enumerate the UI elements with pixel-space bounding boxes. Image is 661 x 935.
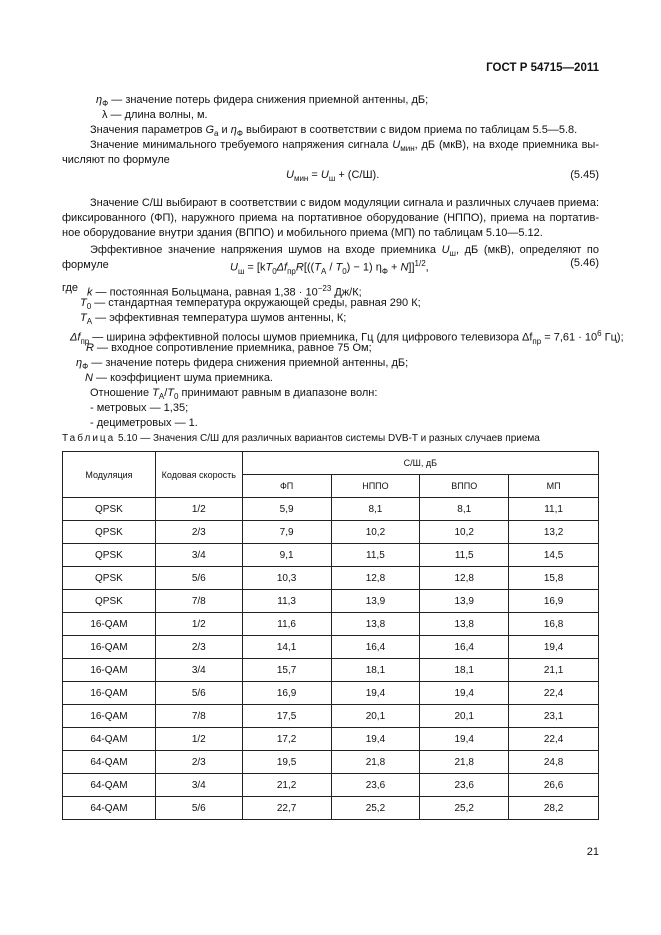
table-cell: 13,9 — [420, 590, 509, 613]
table-cell: 11,6 — [242, 613, 331, 636]
table-cell: 20,1 — [420, 705, 509, 728]
table-cell: 1/2 — [155, 613, 242, 636]
table-cell: 64-QAM — [63, 774, 156, 797]
decimetric-line: - дециметровых — 1. — [90, 417, 198, 429]
def-n: N — коэффициент шума приемника. — [85, 372, 273, 384]
formula-5-45-number: (5.45) — [570, 169, 599, 181]
table-cell: 23,6 — [420, 774, 509, 797]
table-cell: 7/8 — [155, 705, 242, 728]
table-cell: 16-QAM — [63, 659, 156, 682]
metric-line: - метровых — 1,35; — [90, 402, 189, 414]
table-cell: 64-QAM — [63, 797, 156, 820]
table-cell: 11,5 — [420, 544, 509, 567]
table-cell: 21,8 — [420, 751, 509, 774]
table-row — [63, 567, 599, 590]
table-row — [63, 705, 599, 728]
table-cell: 5/6 — [155, 567, 242, 590]
subcol-nppo: НППО — [331, 475, 420, 498]
table-cell: 64-QAM — [63, 751, 156, 774]
table-cell: 26,6 — [509, 774, 599, 797]
table-row — [63, 590, 599, 613]
noise-line-1: Эффективное значение напряжения шумов на входе приемника $U_ш$, дБ (мкВ), определяют по — [90, 244, 599, 259]
table-cell: 16-QAM — [63, 636, 156, 659]
document-id: ГОСТ Р 54715—2011 — [486, 62, 599, 74]
table-cell: 19,4 — [509, 636, 599, 659]
def-lambda-line: λ — длина волны, м. — [102, 109, 208, 121]
where-label: где — [62, 282, 79, 294]
table-cell: 28,2 — [509, 797, 599, 820]
page-number: 21 — [586, 846, 599, 858]
table-cell: 19,5 — [242, 751, 331, 774]
table-cell: 18,1 — [420, 659, 509, 682]
table-row — [63, 728, 599, 751]
col-modulation-header: Модуляция — [63, 452, 156, 498]
table-row — [63, 659, 599, 682]
table-cell: 15,8 — [509, 567, 599, 590]
table-cell: 18,1 — [331, 659, 420, 682]
table-cell: 19,4 — [420, 682, 509, 705]
table-cell: 10,2 — [420, 521, 509, 544]
table-row — [63, 498, 599, 521]
table-cell: 11,1 — [509, 498, 599, 521]
table-cell: 16-QAM — [63, 705, 156, 728]
table-caption: Таблица 5.10 — Значения С/Ш для различных вариантов системы DVB-T и разных случаев приема — [62, 433, 540, 444]
table-cell: 20,1 — [331, 705, 420, 728]
table-cell: QPSK — [63, 567, 156, 590]
sn-line-1: Значение С/Ш выбирают в соответствии с видом модуляции сигнала и различных случаев приема: — [90, 197, 599, 209]
table-cell: 17,2 — [242, 728, 331, 751]
table-cell: 2/3 — [155, 751, 242, 774]
def-ta: $T_A$ — эффективная температура шумов антенны, К; — [80, 312, 347, 327]
table-cell: 5/6 — [155, 682, 242, 705]
table-cell: 21,1 — [509, 659, 599, 682]
table-cell: 24,8 — [509, 751, 599, 774]
table-cell: 10,2 — [331, 521, 420, 544]
table-cell: 11,3 — [242, 590, 331, 613]
table-cell: 16,8 — [509, 613, 599, 636]
table-cell: 19,4 — [420, 728, 509, 751]
table-cell: 25,2 — [331, 797, 420, 820]
table-cell: 1/2 — [155, 498, 242, 521]
table-row — [63, 797, 599, 820]
table-row — [63, 521, 599, 544]
def-k: k — постоянная Больцмана, равная $1,38 \cdot 10^{-23}$ Дж/К; — [87, 284, 362, 299]
table-cell: 11,5 — [331, 544, 420, 567]
def-r: R — входное сопротивление приемника, равное 75 Ом; — [86, 342, 372, 354]
table-cell: 17,5 — [242, 705, 331, 728]
table-cell: 22,7 — [242, 797, 331, 820]
table-cell: 3/4 — [155, 774, 242, 797]
table-cell: 13,8 — [331, 613, 420, 636]
table-cell: 3/4 — [155, 544, 242, 567]
table-cell: 16,9 — [509, 590, 599, 613]
table-cell: 23,1 — [509, 705, 599, 728]
table-cell: 19,4 — [331, 728, 420, 751]
table-cell: QPSK — [63, 498, 156, 521]
table-cell: 16,4 — [331, 636, 420, 659]
table-row — [63, 636, 599, 659]
table-cell: 21,2 — [242, 774, 331, 797]
formula-5-45: $U_{мин} = U_ш + (С/Ш)$. — [286, 169, 380, 184]
table-cell: 64-QAM — [63, 728, 156, 751]
def-t0: $T_0$ — стандартная температура окружающей среды, равная 290 К; — [80, 297, 421, 312]
table-cell: 8,1 — [331, 498, 420, 521]
col-sn-header: С/Ш, дБ — [242, 452, 598, 475]
table-cell: 15,7 — [242, 659, 331, 682]
table-cell: 14,1 — [242, 636, 331, 659]
table-cell: 5,9 — [242, 498, 331, 521]
table-cell: 16-QAM — [63, 613, 156, 636]
table-cell: 10,3 — [242, 567, 331, 590]
table-cell: 23,6 — [331, 774, 420, 797]
sn-line-2: фиксированного (ФП), наружного приема на портативное оборудование (НППО), приема на портатив- — [62, 212, 599, 224]
table-cell: 2/3 — [155, 636, 242, 659]
def-eta-line: $\eta_Ф$ — значение потерь фидера снижения приемной антенны, дБ; — [96, 94, 429, 109]
table-cell: 22,4 — [509, 682, 599, 705]
col-rate-header: Кодовая скорость — [155, 452, 242, 498]
table-cell: 2/3 — [155, 521, 242, 544]
table-cell: 13,9 — [331, 590, 420, 613]
umin-line-1: Значение минимального требуемого напряжения сигнала $U_{мин}$, дБ (мкВ), на входе приемника вы- — [90, 139, 600, 154]
subcol-vppo: ВППО — [420, 475, 509, 498]
table-row — [63, 751, 599, 774]
table-cell: 14,5 — [509, 544, 599, 567]
table-cell: 12,8 — [331, 567, 420, 590]
table-cell: 3/4 — [155, 659, 242, 682]
table-cell: 1/2 — [155, 728, 242, 751]
table-cell: 9,1 — [242, 544, 331, 567]
subcol-mp: МП — [509, 475, 599, 498]
formula-5-46-number: (5.46) — [570, 257, 599, 269]
params-line: Значения параметров $G_а$ и $\eta_Ф$ выбирают в соответствии с видом приема по таблицам 5.5—5.8. — [90, 124, 578, 139]
table-row — [63, 544, 599, 567]
sn-line-3: ное оборудование внутри здания (ВППО) и мобильного приема (МП) по таблицам 5.10—5.12. — [62, 227, 543, 239]
table-cell: 7,9 — [242, 521, 331, 544]
table-row — [63, 682, 599, 705]
table-row — [63, 613, 599, 636]
table-cell: 12,8 — [420, 567, 509, 590]
table-cell: 5/6 — [155, 797, 242, 820]
sn-table — [62, 451, 599, 820]
table-row — [63, 774, 599, 797]
table-cell: 13,2 — [509, 521, 599, 544]
table-cell: 25,2 — [420, 797, 509, 820]
def-eta: $\eta_Ф$ — значение потерь фидера снижения приемной антенны, дБ; — [76, 357, 409, 372]
table-cell: 16,9 — [242, 682, 331, 705]
table-cell: QPSK — [63, 544, 156, 567]
table-cell: 8,1 — [420, 498, 509, 521]
formula-5-46: $U_ш = [kT_0\Delta f_{пр}R[((T_A / T_0) - 1) \eta_Ф + N]]^{1/2}$, — [230, 259, 429, 276]
def-df: $\Delta f_{пр}$ — ширина эффективной полосы шумов приемника, Гц (для цифрового телевизора $\Delta f_{пр} = 7,61 \cdot 10^6$ Гц); — [70, 329, 624, 346]
table-cell: 22,4 — [509, 728, 599, 751]
noise-line-2: формуле — [62, 259, 109, 271]
table-cell: QPSK — [63, 590, 156, 613]
table-cell: 16,4 — [420, 636, 509, 659]
umin-line-2: числяют по формуле — [62, 154, 170, 166]
table-cell: 7/8 — [155, 590, 242, 613]
table-cell: 13,8 — [420, 613, 509, 636]
table-cell: 21,8 — [331, 751, 420, 774]
table-cell: 19,4 — [331, 682, 420, 705]
table-cell: QPSK — [63, 521, 156, 544]
subcol-fp: ФП — [242, 475, 331, 498]
ratio-line: Отношение $T_A/T_0$ принимают равным в диапазоне волн: — [90, 387, 378, 402]
table-cell: 16-QAM — [63, 682, 156, 705]
